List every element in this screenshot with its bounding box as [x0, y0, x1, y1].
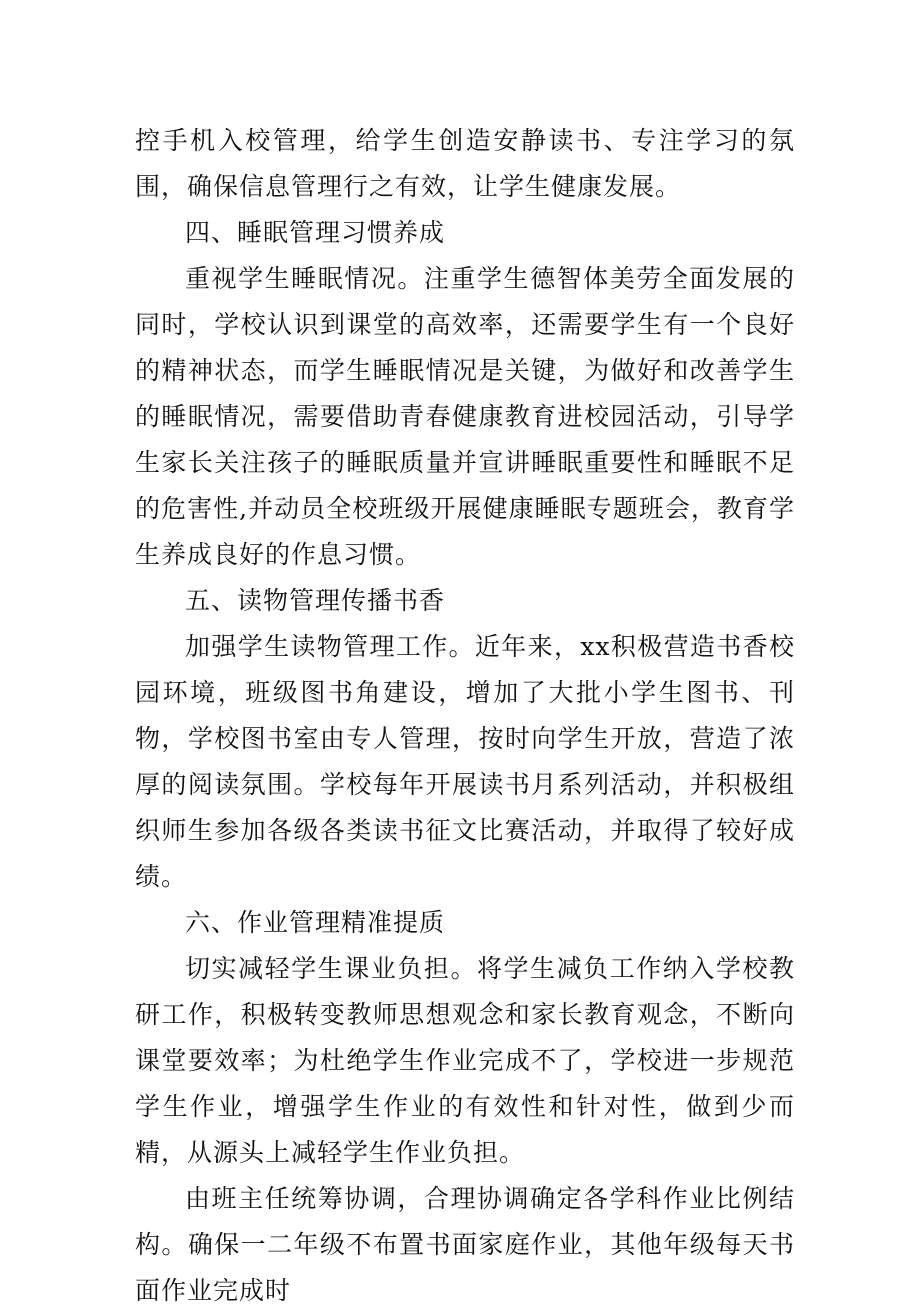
- paragraph-homework-ratio: 由班主任统筹协调，合理协调确定各学科作业比例结构。确保一二年级不布置书面家庭作业，其他年级每天书面作业完成时: [135, 1184, 795, 1305]
- section-heading-sleep: 四、睡眠管理习惯养成: [185, 218, 446, 247]
- paragraph-continued: 控手机入校管理，给学生创造安静读书、专注学习的氛围，确保信息管理行之有效，让学生健康发展。: [135, 126, 795, 201]
- paragraph-sleep: 重视学生睡眠情况。注重学生德智体美劳全面发展的同时，学校认识到课堂的高效率，还需要学生有一个良好的精神状态，而学生睡眠情况是关键，为做好和改善学生的睡眠情况，需要借助青春健康教育进校园活动，引导学生家长关注孩子的睡眠质量并宣讲睡眠重要性和睡眠不足的危害性,并动员全校班级开展健康睡眠专题班会，教育学生养成良好的作息习惯。: [135, 264, 795, 569]
- section-heading-homework: 六、作业管理精准提质: [185, 908, 446, 937]
- section-heading-reading: 五、读物管理传播书香: [185, 586, 446, 615]
- paragraph-homework: 切实减轻学生课业负担。将学生减负工作纳入学校教研工作，积极转变教师思想观念和家长教育观念，不断向课堂要效率；为杜绝学生作业完成不了，学校进一步规范学生作业，增强学生作业的有效性和针对性，做到少而精，从源头上减轻学生作业负担。: [135, 954, 795, 1167]
- paragraph-reading: 加强学生读物管理工作。近年来，xx积极营造书香校园环境，班级图书角建设，增加了大批小学生图书、刊物，学校图书室由专人管理，按时向学生开放，营造了浓厚的阅读氛围。学校每年开展读书月系列活动，并积极组织师生参加各级各类读书征文比赛活动，并取得了较好成绩。: [135, 632, 795, 891]
- document-body: [135, 118, 795, 1314]
